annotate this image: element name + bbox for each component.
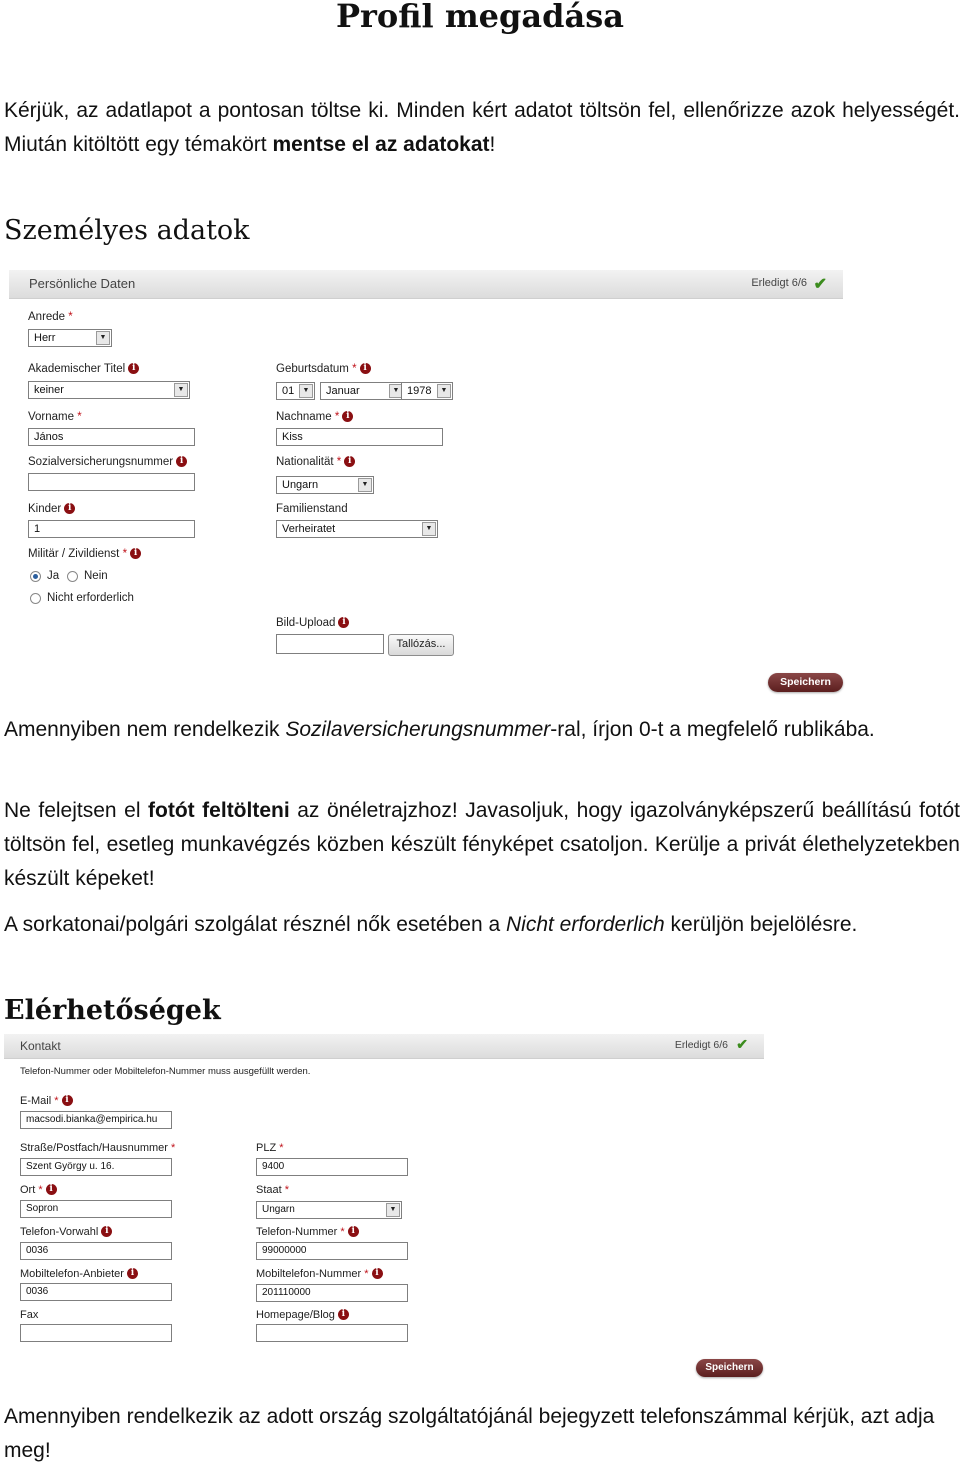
info-icon[interactable]: i <box>342 411 353 422</box>
vorwahl-input[interactable] <box>20 1242 172 1260</box>
nationalitaet-value: Ungarn <box>282 479 319 491</box>
nachname-input[interactable] <box>276 428 443 446</box>
contact-panel <box>4 1034 764 1382</box>
page-title: Profil megadása <box>335 0 624 35</box>
info-icon[interactable]: i <box>372 1268 383 1279</box>
section-heading-personal: Személyes adatok <box>4 215 250 246</box>
nationalitaet-select[interactable] <box>276 476 374 494</box>
required-marker: * <box>38 1184 43 1196</box>
required-marker: * <box>122 548 128 560</box>
info-icon[interactable]: i <box>338 617 349 628</box>
telnr-input[interactable] <box>256 1242 408 1260</box>
required-marker: * <box>352 363 357 375</box>
section-heading-contact: Elérhetőségek <box>4 995 221 1026</box>
nachname-label <box>276 411 353 423</box>
note-photo-bold: fotót feltölteni <box>148 799 290 822</box>
required-marker: * <box>279 1142 284 1154</box>
staat-label <box>256 1184 289 1196</box>
info-icon[interactable]: i <box>360 363 371 374</box>
save-button[interactable]: Speichern <box>768 673 843 692</box>
chevron-down-icon: ▼ <box>386 1203 400 1217</box>
file-input[interactable] <box>276 634 384 654</box>
birth-day-value: 01 <box>282 385 295 397</box>
info-icon[interactable]: i <box>338 1309 349 1320</box>
radio-nicht-erforderlich[interactable] <box>30 593 41 604</box>
info-icon[interactable]: i <box>344 456 355 467</box>
mobnr-input[interactable] <box>256 1284 408 1302</box>
contact-note: Telefon-Nummer oder Mobiltelefon-Nummer muss ausgefüllt werden. <box>20 1066 311 1077</box>
mobanb-value: 0036 <box>26 1286 49 1297</box>
note-military-italic: Nicht erforderlich <box>505 913 665 936</box>
required-marker: * <box>284 1184 290 1196</box>
note-military-b: kerüljön bejelölésre. <box>664 913 858 936</box>
strasse-label <box>20 1142 175 1154</box>
staat-label-text: Staat <box>256 1184 282 1196</box>
note-military-a: A sorkatonai/polgári szolgálat résznél nők esetében a <box>4 913 506 936</box>
note-svn-b: -ral, írjon 0-t a megfelelő rublikába. <box>550 718 875 741</box>
info-icon[interactable]: i <box>127 1268 138 1279</box>
required-marker: * <box>77 411 82 423</box>
vorwahl-label <box>20 1226 112 1238</box>
required-marker: * <box>171 1142 176 1154</box>
note-photo <box>4 794 960 896</box>
fax-input[interactable] <box>20 1324 172 1342</box>
required-marker: * <box>364 1268 369 1280</box>
mobnr-label <box>256 1268 383 1280</box>
militaer-label <box>28 548 141 560</box>
strasse-input[interactable] <box>20 1158 172 1176</box>
checkmark-icon: ✔ <box>813 276 827 293</box>
plz-label <box>256 1142 284 1154</box>
familienstand-select[interactable] <box>276 520 438 538</box>
vorwahl-value: 0036 <box>26 1245 49 1256</box>
plz-value: 9400 <box>262 1161 285 1172</box>
chevron-down-icon: ▼ <box>299 384 313 398</box>
birth-year-select[interactable] <box>401 382 453 400</box>
save-button[interactable]: Speichern <box>696 1359 763 1377</box>
nachname-label-text: Nachname <box>276 411 332 423</box>
note-military <box>4 908 960 942</box>
email-label <box>20 1095 73 1107</box>
staat-value: Ungarn <box>262 1204 295 1215</box>
required-marker: * <box>334 411 340 423</box>
radio-nicht-label: Nicht erforderlich <box>47 592 134 604</box>
info-icon[interactable]: i <box>64 503 75 514</box>
kinder-input[interactable] <box>28 520 195 538</box>
radio-ja[interactable] <box>30 571 41 582</box>
staat-select[interactable] <box>256 1201 402 1219</box>
intro-end: ! <box>489 133 496 156</box>
intro-paragraph <box>4 94 960 162</box>
familienstand-label <box>276 503 348 515</box>
familienstand-value: Verheiratet <box>282 523 336 535</box>
intro-bold: mentse el az adatokat <box>272 133 490 156</box>
info-icon[interactable]: i <box>62 1095 73 1106</box>
status-text: Erledigt 6/6 <box>751 277 807 289</box>
nationalitaet-label-text: Nationalität <box>276 456 334 468</box>
required-marker: * <box>68 311 73 323</box>
note-photo-a: Ne felejtsen el <box>4 799 149 822</box>
chevron-down-icon: ▼ <box>174 383 188 397</box>
panel-title: Kontakt <box>20 1039 61 1053</box>
vorname-label <box>28 411 82 423</box>
svn-label-text: Sozialversicherungsnummer <box>28 456 174 468</box>
chevron-down-icon: ▼ <box>96 331 110 345</box>
note-photo-b: az önéletrajzhoz! Javasoljuk, hogy igazolványképszerű beállítású fotót töltsön fel, esetleg munkavégzés közben készült fényképet csatoljon. Kerülje a privát élethelyzetekben készült képeket! <box>4 799 960 890</box>
info-icon[interactable]: i <box>46 1184 57 1195</box>
nachname-value: Kiss <box>282 431 303 443</box>
ort-label-text: Ort <box>20 1184 36 1196</box>
fax-label-text: Fax <box>20 1309 39 1321</box>
panel-header <box>9 270 843 299</box>
geburt-label <box>276 363 371 375</box>
anrede-label <box>28 311 73 323</box>
svn-label <box>28 456 187 468</box>
bild-label-text: Bild-Upload <box>276 617 336 629</box>
vorwahl-label-text: Telefon-Vorwahl <box>20 1226 99 1238</box>
anrede-value: Herr <box>34 332 56 344</box>
panel-title: Persönliche Daten <box>29 276 136 291</box>
homepage-input[interactable] <box>256 1324 408 1342</box>
strasse-value: Szent György u. 16. <box>26 1161 115 1172</box>
titel-value: keiner <box>34 384 64 396</box>
geburt-label-text: Geburtsdatum <box>276 363 349 375</box>
chevron-down-icon: ▼ <box>389 384 403 398</box>
required-marker: * <box>336 456 342 468</box>
plz-label-text: PLZ <box>256 1142 277 1154</box>
required-marker: * <box>340 1226 345 1238</box>
mobnr-value: 201110000 <box>262 1287 311 1298</box>
vorname-value: János <box>34 431 64 443</box>
homepage-label-text: Homepage/Blog <box>256 1309 335 1321</box>
ort-input[interactable] <box>20 1200 172 1218</box>
svn-input[interactable] <box>28 473 195 491</box>
familienstand-label-text: Familienstand <box>276 503 348 515</box>
chevron-down-icon: ▼ <box>358 478 372 492</box>
info-icon[interactable]: i <box>101 1226 112 1237</box>
birth-month-value: Januar <box>326 385 360 397</box>
vorname-label-text: Vorname <box>28 411 75 423</box>
final-note: Amennyiben rendelkezik az adott ország szolgáltatójánál bejegyzett telefonszámmal kérjük, azt adja meg! <box>4 1405 935 1462</box>
chevron-down-icon: ▼ <box>422 522 436 536</box>
telnr-value: 99000000 <box>262 1245 307 1256</box>
mobanb-label-text: Mobiltelefon-Anbieter <box>20 1268 124 1280</box>
info-icon[interactable]: i <box>348 1226 359 1237</box>
telnr-label-text: Telefon-Nummer <box>256 1226 338 1238</box>
birth-year-value: 1978 <box>407 385 432 397</box>
note-svn-italic: Sozilaversicherungsnummer <box>285 718 551 741</box>
checkmark-icon: ✔ <box>736 1036 748 1052</box>
browse-button[interactable]: Tallózás... <box>388 634 454 656</box>
required-marker: * <box>54 1095 59 1107</box>
note-svn <box>4 713 960 747</box>
email-label-text: E-Mail <box>20 1095 52 1107</box>
kinder-label <box>28 503 75 515</box>
strasse-label-text: Straße/Postfach/Hausnummer <box>20 1142 168 1154</box>
birth-month-select[interactable] <box>320 382 405 400</box>
email-value: macsodi.bianka@empirica.hu <box>26 1114 158 1125</box>
note-svn-a: Amennyiben nem rendelkezik <box>4 718 286 741</box>
info-icon[interactable]: i <box>128 363 139 374</box>
titel-select[interactable] <box>28 381 190 399</box>
birth-day-select[interactable] <box>276 382 315 400</box>
plz-input[interactable] <box>256 1158 408 1176</box>
anrede-select[interactable] <box>28 329 112 347</box>
radio-ja-label: Ja <box>47 570 60 582</box>
telnr-label <box>256 1226 359 1238</box>
nationalitaet-label <box>276 456 355 468</box>
militaer-label-text: Militär / Zivildienst <box>28 548 120 560</box>
radio-nein-label: Nein <box>84 570 108 582</box>
kinder-label-text: Kinder <box>28 503 62 515</box>
status-text: Erledigt 6/6 <box>674 1039 728 1051</box>
ort-label <box>20 1184 57 1196</box>
chevron-down-icon: ▼ <box>437 384 451 398</box>
radio-nein[interactable] <box>67 571 78 582</box>
bild-label <box>276 617 349 629</box>
mobnr-label-text: Mobiltelefon-Nummer <box>256 1268 362 1280</box>
email-input[interactable] <box>20 1111 172 1129</box>
panel-header <box>4 1034 764 1059</box>
homepage-label <box>256 1309 349 1321</box>
titel-label <box>28 363 139 375</box>
ort-value: Sopron <box>26 1203 59 1214</box>
info-icon[interactable]: i <box>176 456 187 467</box>
anrede-label-text: Anrede <box>28 311 66 323</box>
info-icon[interactable]: i <box>130 548 141 559</box>
mobanb-input[interactable] <box>20 1283 172 1301</box>
titel-label-text: Akademischer Titel <box>28 363 126 375</box>
kinder-value: 1 <box>34 523 41 535</box>
personal-data-panel <box>9 270 843 700</box>
intro-text: Kérjük, az adatlapot a pontosan töltse ki. Minden kért adatot töltsön fel, ellenőrizze azok helyességét. Miután kitöltött egy témakört <box>4 99 960 156</box>
fax-label <box>20 1309 38 1321</box>
mobanb-label <box>20 1268 138 1280</box>
vorname-input[interactable] <box>28 428 195 446</box>
